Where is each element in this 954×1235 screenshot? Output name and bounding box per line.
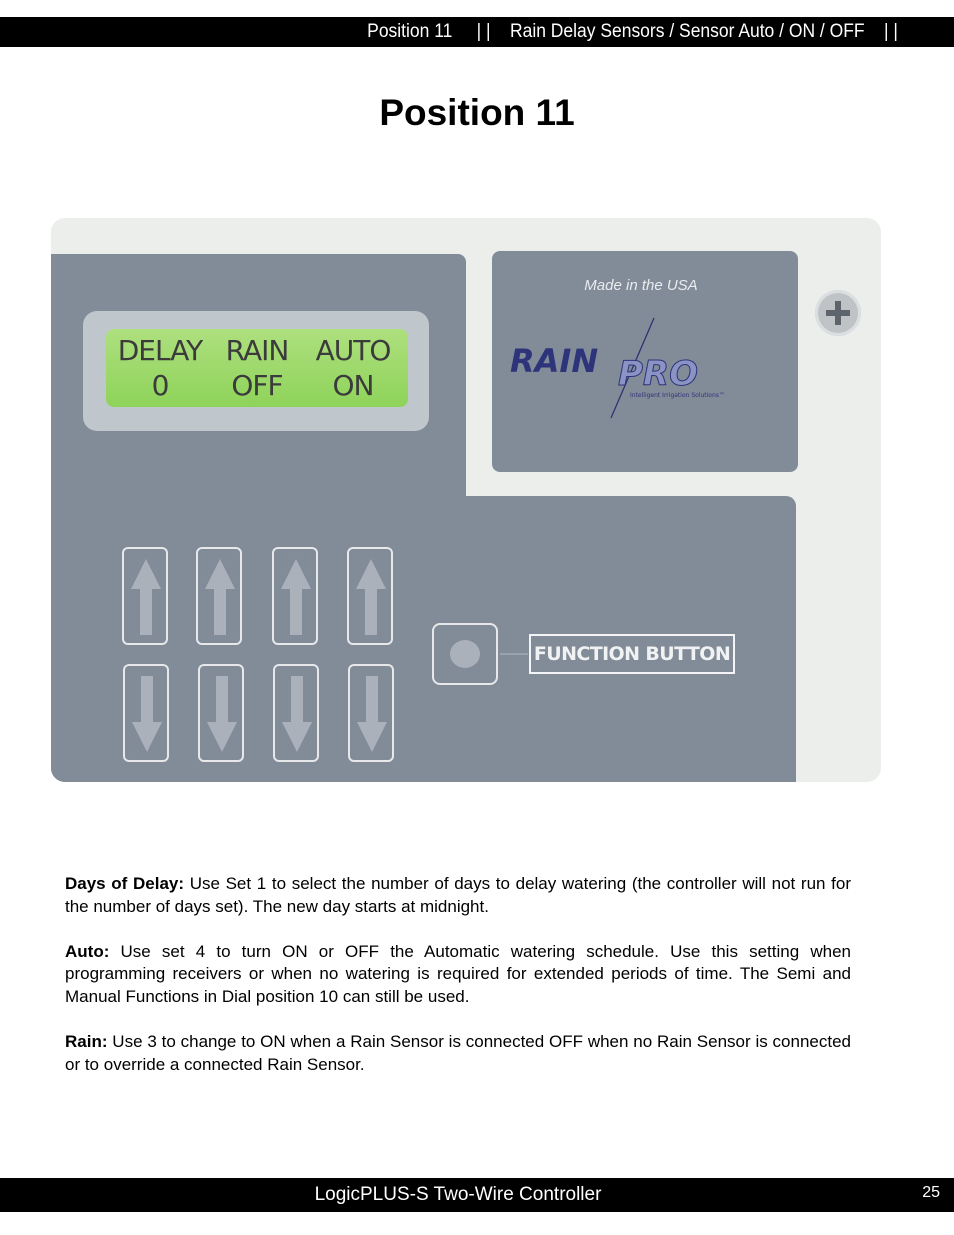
arrow-up-icon (354, 557, 388, 637)
auto-paragraph (65, 941, 851, 1009)
page-title: Position 11 (379, 92, 575, 133)
brand-plate (492, 251, 798, 472)
lcd-delay-label: DELAY (117, 334, 203, 367)
plus-button[interactable] (815, 290, 861, 336)
paragraph-text: Use 3 to change to ON when a Rain Sensor is connected OFF when no Rain Sensor is connected or to override a connected Rain Sensor. (65, 1032, 851, 1074)
set-4-down-button[interactable] (348, 664, 394, 762)
paragraph-text: Use set 4 to turn ON or OFF the Automatic watering schedule. Use this setting when programming receivers or when no watering is required for extended periods of time. The Semi and Manual Functions in Dial position 10 can still be used. (65, 941, 851, 1006)
set-2-up-button[interactable] (196, 547, 242, 645)
lcd-row-values (106, 369, 408, 405)
made-in-usa-text: Made in the USA (584, 277, 698, 294)
footer-bar (0, 1178, 954, 1212)
lcd-bezel (83, 311, 429, 431)
arrow-down-icon (130, 674, 164, 754)
lcd-display (106, 329, 408, 407)
lcd-auto-label: AUTO (315, 334, 391, 367)
breadcrumb: Position 11 | | Rain Delay Sensors / Sensor Auto / ON / OFF | | (367, 21, 898, 42)
set-1-down-button[interactable] (123, 664, 169, 762)
paragraph-label: Days of Delay: (65, 874, 185, 893)
rainpro-logo-icon (506, 313, 786, 423)
plus-icon (815, 290, 861, 336)
logo-word-pro: PRO (618, 354, 699, 394)
paragraph-label: Rain: (65, 1032, 108, 1052)
logo-tagline: Intelligent Irrigation Solutions™ (630, 392, 725, 399)
paragraph-label: Auto: (65, 941, 110, 961)
paragraph-text: Use Set 1 to select the number of days to delay watering (the controller will not run for the number of days set). The new day starts at midnight. (65, 874, 851, 916)
function-button-label: FUNCTION BUTTON (529, 634, 735, 674)
set-2-down-button[interactable] (198, 664, 244, 762)
arrow-down-icon (355, 674, 389, 754)
lcd-auto-value: ON (332, 369, 374, 402)
page-number: 25 (922, 1184, 940, 1201)
description-text (65, 873, 851, 1099)
lcd-row-labels (106, 334, 408, 370)
function-button-dot (450, 640, 480, 668)
arrow-down-icon (280, 674, 314, 754)
lcd-rain-value: OFF (231, 369, 283, 402)
set-3-down-button[interactable] (273, 664, 319, 762)
set-1-up-button[interactable] (122, 547, 168, 645)
rain-paragraph (65, 1031, 851, 1076)
function-button[interactable] (432, 623, 498, 685)
controller-faceplate-image (51, 218, 881, 782)
function-connector-line (500, 653, 528, 655)
arrow-up-icon (129, 557, 163, 637)
arrow-up-icon (279, 557, 313, 637)
lcd-delay-value: 0 (151, 369, 169, 402)
header-bar (0, 17, 954, 47)
arrow-down-icon (205, 674, 239, 754)
footer-title: LogicPLUS-S Two-Wire Controller (314, 1184, 602, 1205)
lcd-rain-label: RAIN (225, 334, 289, 367)
set-4-up-button[interactable] (347, 547, 393, 645)
days-of-delay-paragraph (65, 873, 851, 918)
set-3-up-button[interactable] (272, 547, 318, 645)
arrow-up-icon (203, 557, 237, 637)
logo-word-rain: RAIN (510, 342, 599, 380)
